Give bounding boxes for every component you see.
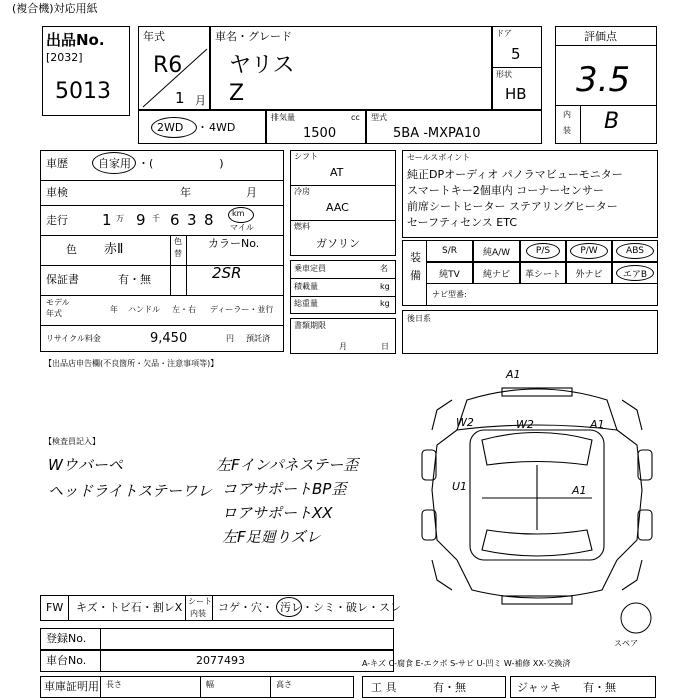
chassis-label: 車台No. (46, 654, 87, 667)
inspector-note-right-1: 左Fインパネステー歪 (216, 456, 359, 474)
inspector-note-right-2: コアサポートBP歪 (222, 480, 347, 498)
displacement-label: 排気量 (271, 113, 295, 122)
era-year: R6 (153, 53, 183, 78)
tools-label: 工 具 (371, 681, 397, 694)
interior-label-2: 装 (563, 126, 571, 135)
fuel-value: ガソリン (316, 237, 360, 250)
fw-text: キズ・トビ石・割レX (76, 601, 183, 614)
mileage-d1: 1 (102, 211, 112, 229)
displacement-value: 1500 (303, 126, 337, 141)
dmg-mark-left-u1: U1 (452, 480, 468, 493)
riders-label: 乗車定員 (294, 264, 326, 273)
mileage-d2: 9 (136, 211, 146, 229)
repaint-label-1: 色 (174, 237, 182, 246)
dmg-mark-right-a1: A1 (572, 484, 587, 497)
interior-score: B (604, 109, 620, 134)
equip-airbag: エアB (612, 262, 658, 284)
ac-value: AAC (326, 201, 349, 214)
model-year-label-2: 年式 (46, 309, 62, 318)
sales-line-1: 純正DPオーディオ パノラマビューモニター (407, 168, 623, 181)
door-label: ドア (496, 29, 512, 38)
dealer-note-label: 【出品店申告欄(不良箇所・欠品・注意事項等)】 (44, 359, 219, 368)
equip-abs-circle (616, 243, 654, 259)
cert-width: 幅 (206, 680, 214, 689)
year-label: 年式 (143, 30, 165, 43)
inspection-label: 車検 (46, 186, 68, 199)
later-input-box (402, 310, 658, 354)
drive-box (138, 110, 266, 144)
damage-legend: A-キズ C-腐食 E-エクボ S-サビ U-凹ミ W-補修 XX-交換済 (362, 659, 571, 668)
mileage-label: 走行 (46, 214, 68, 227)
model-code: 5BA -MXPA10 (393, 126, 481, 141)
fw-label: FW (46, 601, 64, 614)
interior-label-1: 内 (563, 110, 571, 119)
mileage-unit-km: km (232, 209, 245, 218)
inspection-month-unit: 月 (246, 186, 257, 199)
handle-label: ハンドル (128, 305, 160, 314)
drive-2wd: 2WD (157, 121, 184, 134)
equip-pw: P/W (566, 240, 612, 262)
weight-label: 総重量 (294, 299, 318, 308)
load-unit: kg (380, 282, 390, 291)
chassis-number: 2077493 (196, 654, 245, 667)
inspector-note-right-3: ロアサポートXX (222, 504, 333, 522)
displacement-unit: cc (351, 113, 360, 122)
docs-label: 書類期限 (294, 321, 326, 330)
spare-tire-icon (616, 600, 656, 636)
dmg-mark-hood-w2: W2 (516, 418, 534, 431)
dealer-import: ディーラー・並行 (210, 305, 274, 314)
mileage-unit-man: 万 (116, 214, 124, 223)
car-name-box (210, 26, 492, 110)
load-label: 積載量 (294, 282, 318, 291)
fuel-label: 燃料 (294, 222, 310, 231)
tools-box (362, 676, 506, 698)
lot-label: 出品No. (46, 31, 105, 49)
warranty-label: 保証書 (46, 273, 79, 286)
drive-4wd: 4WD (209, 121, 236, 134)
later-input-label: 後日系 (407, 314, 431, 323)
repaint-label-2: 替 (174, 249, 182, 258)
riders-unit: 名 (380, 264, 388, 273)
docs-box (290, 318, 396, 354)
drive-separator: ・ (197, 121, 208, 134)
sales-point-box (402, 150, 658, 238)
sales-line-2: スマートキー2個車内 コーナーセンサー (407, 184, 605, 197)
body-shape: HB (505, 85, 527, 103)
reg-no-row (40, 628, 394, 650)
shape-label: 形状 (496, 70, 512, 79)
jack-value: 有・無 (583, 681, 616, 694)
seat-label-1: シート (188, 597, 212, 606)
equip-ps-circle (526, 243, 560, 259)
equipment-label-1: 装 (410, 251, 421, 264)
navi-model-label: ナビ型番: (432, 290, 467, 299)
recycle-unit: 円 (226, 334, 234, 343)
form-type-note: (複合機)対応用紙 (12, 2, 98, 15)
cert-height: 高さ (276, 680, 292, 689)
recycle-status: 預託済 (246, 334, 270, 343)
inspector-label: 【検査員記入】 (44, 437, 100, 446)
recycle-label: リサイクル料金 (46, 334, 101, 343)
handle-value: 左・右 (172, 305, 196, 314)
seat-text-c: ・シミ・破レ・スレ (302, 601, 401, 614)
displacement-box (266, 110, 366, 144)
jack-label: ジャッキ (517, 681, 561, 694)
cert-length: 長さ (106, 680, 122, 689)
mileage-d5: 8 (204, 211, 214, 229)
inspector-note-left-1: Wウバーペ (48, 456, 123, 474)
lane-code: [2032] (46, 51, 83, 64)
car-name-label: 車名・グレード (215, 30, 292, 43)
history-value: 自家用 (98, 157, 131, 170)
inspection-year-unit: 年 (180, 186, 191, 199)
docs-day-unit: 日 (381, 342, 389, 351)
color-code-value: 2SR (212, 264, 242, 282)
mileage-d3: 6 (170, 211, 180, 229)
car-damage-diagram (412, 370, 662, 620)
ac-label: 冷房 (294, 187, 310, 196)
shift-value: AT (330, 166, 344, 179)
inspector-note-left-2: ヘッドライトステーワレ (48, 482, 213, 500)
dmg-mark-right-front-a1: A1 (590, 418, 605, 431)
mileage-unit-sen: 千 (152, 214, 160, 223)
lot-number: 5013 (55, 79, 111, 104)
shift-label: シフト (294, 152, 318, 161)
car-grade: Z (229, 81, 245, 106)
model-year-label-1: モデル (46, 298, 70, 307)
equipment-label-2: 備 (410, 269, 421, 282)
equip-navi: 純ナビ (473, 262, 520, 284)
spare-label: スペア (614, 639, 638, 648)
dmg-mark-left-front-w2: W2 (456, 416, 474, 429)
seat-text-stain: 汚レ (280, 601, 302, 614)
equip-leather: 革シート (520, 262, 566, 284)
car-name: ヤリス (229, 53, 295, 78)
month-unit: 月 (195, 94, 206, 107)
equip-sr: S/R (426, 240, 473, 262)
reg-month: 1 (175, 89, 185, 107)
equip-ext-navi: 外ナビ (566, 262, 612, 284)
mileage-unit-mile: マイル (230, 223, 254, 232)
mileage-d4: 3 (187, 211, 197, 229)
year-box (138, 26, 210, 110)
model-box (366, 110, 542, 144)
score-label: 評価点 (584, 30, 617, 43)
score-box (555, 26, 657, 144)
weight-unit: kg (380, 299, 390, 308)
color-value: 赤Ⅱ (104, 242, 124, 257)
inspector-note-right-4: 左F足廻りズレ (222, 528, 321, 546)
equip-abs: ABS (612, 240, 658, 262)
equip-tv: 純TV (426, 262, 473, 284)
equip-airbag-circle (616, 265, 654, 281)
equip-pw-circle (570, 243, 608, 259)
dmg-mark-front-a1: A1 (506, 370, 521, 381)
recycle-value: 9,450 (150, 331, 188, 346)
tools-value: 有・無 (433, 681, 466, 694)
sales-point-label: セールスポイント (407, 153, 471, 162)
jack-box (510, 676, 656, 698)
model-year-unit: 年 (110, 305, 118, 314)
sales-line-3: 前席シートヒーター ステアリングヒーター (407, 200, 618, 213)
garage-cert-label: 車庫証明用 (44, 680, 99, 693)
warranty-value: 有・無 (118, 273, 151, 286)
seat-stain-circle (276, 597, 302, 617)
history-label: 車歴 (46, 157, 68, 170)
reg-no-label: 登録No. (46, 632, 87, 645)
score-value: 3.5 (576, 60, 631, 100)
docs-month-unit: 月 (339, 342, 347, 351)
model-label: 型式 (371, 113, 387, 122)
equip-alloy: 純A/W (473, 240, 520, 262)
seat-text-a: コゲ・穴・ (218, 601, 273, 614)
history-other: ・( ) (138, 157, 224, 170)
door-shape-box (492, 26, 542, 110)
door-count: 5 (511, 45, 521, 63)
lot-number-box (42, 26, 130, 116)
color-code-label: カラーNo. (208, 237, 260, 250)
sales-line-4: セーフティセンス ETC (407, 216, 518, 229)
equip-ps: P/S (520, 240, 566, 262)
color-label: 色 (66, 243, 77, 256)
seat-label-2: 内装 (190, 609, 206, 618)
